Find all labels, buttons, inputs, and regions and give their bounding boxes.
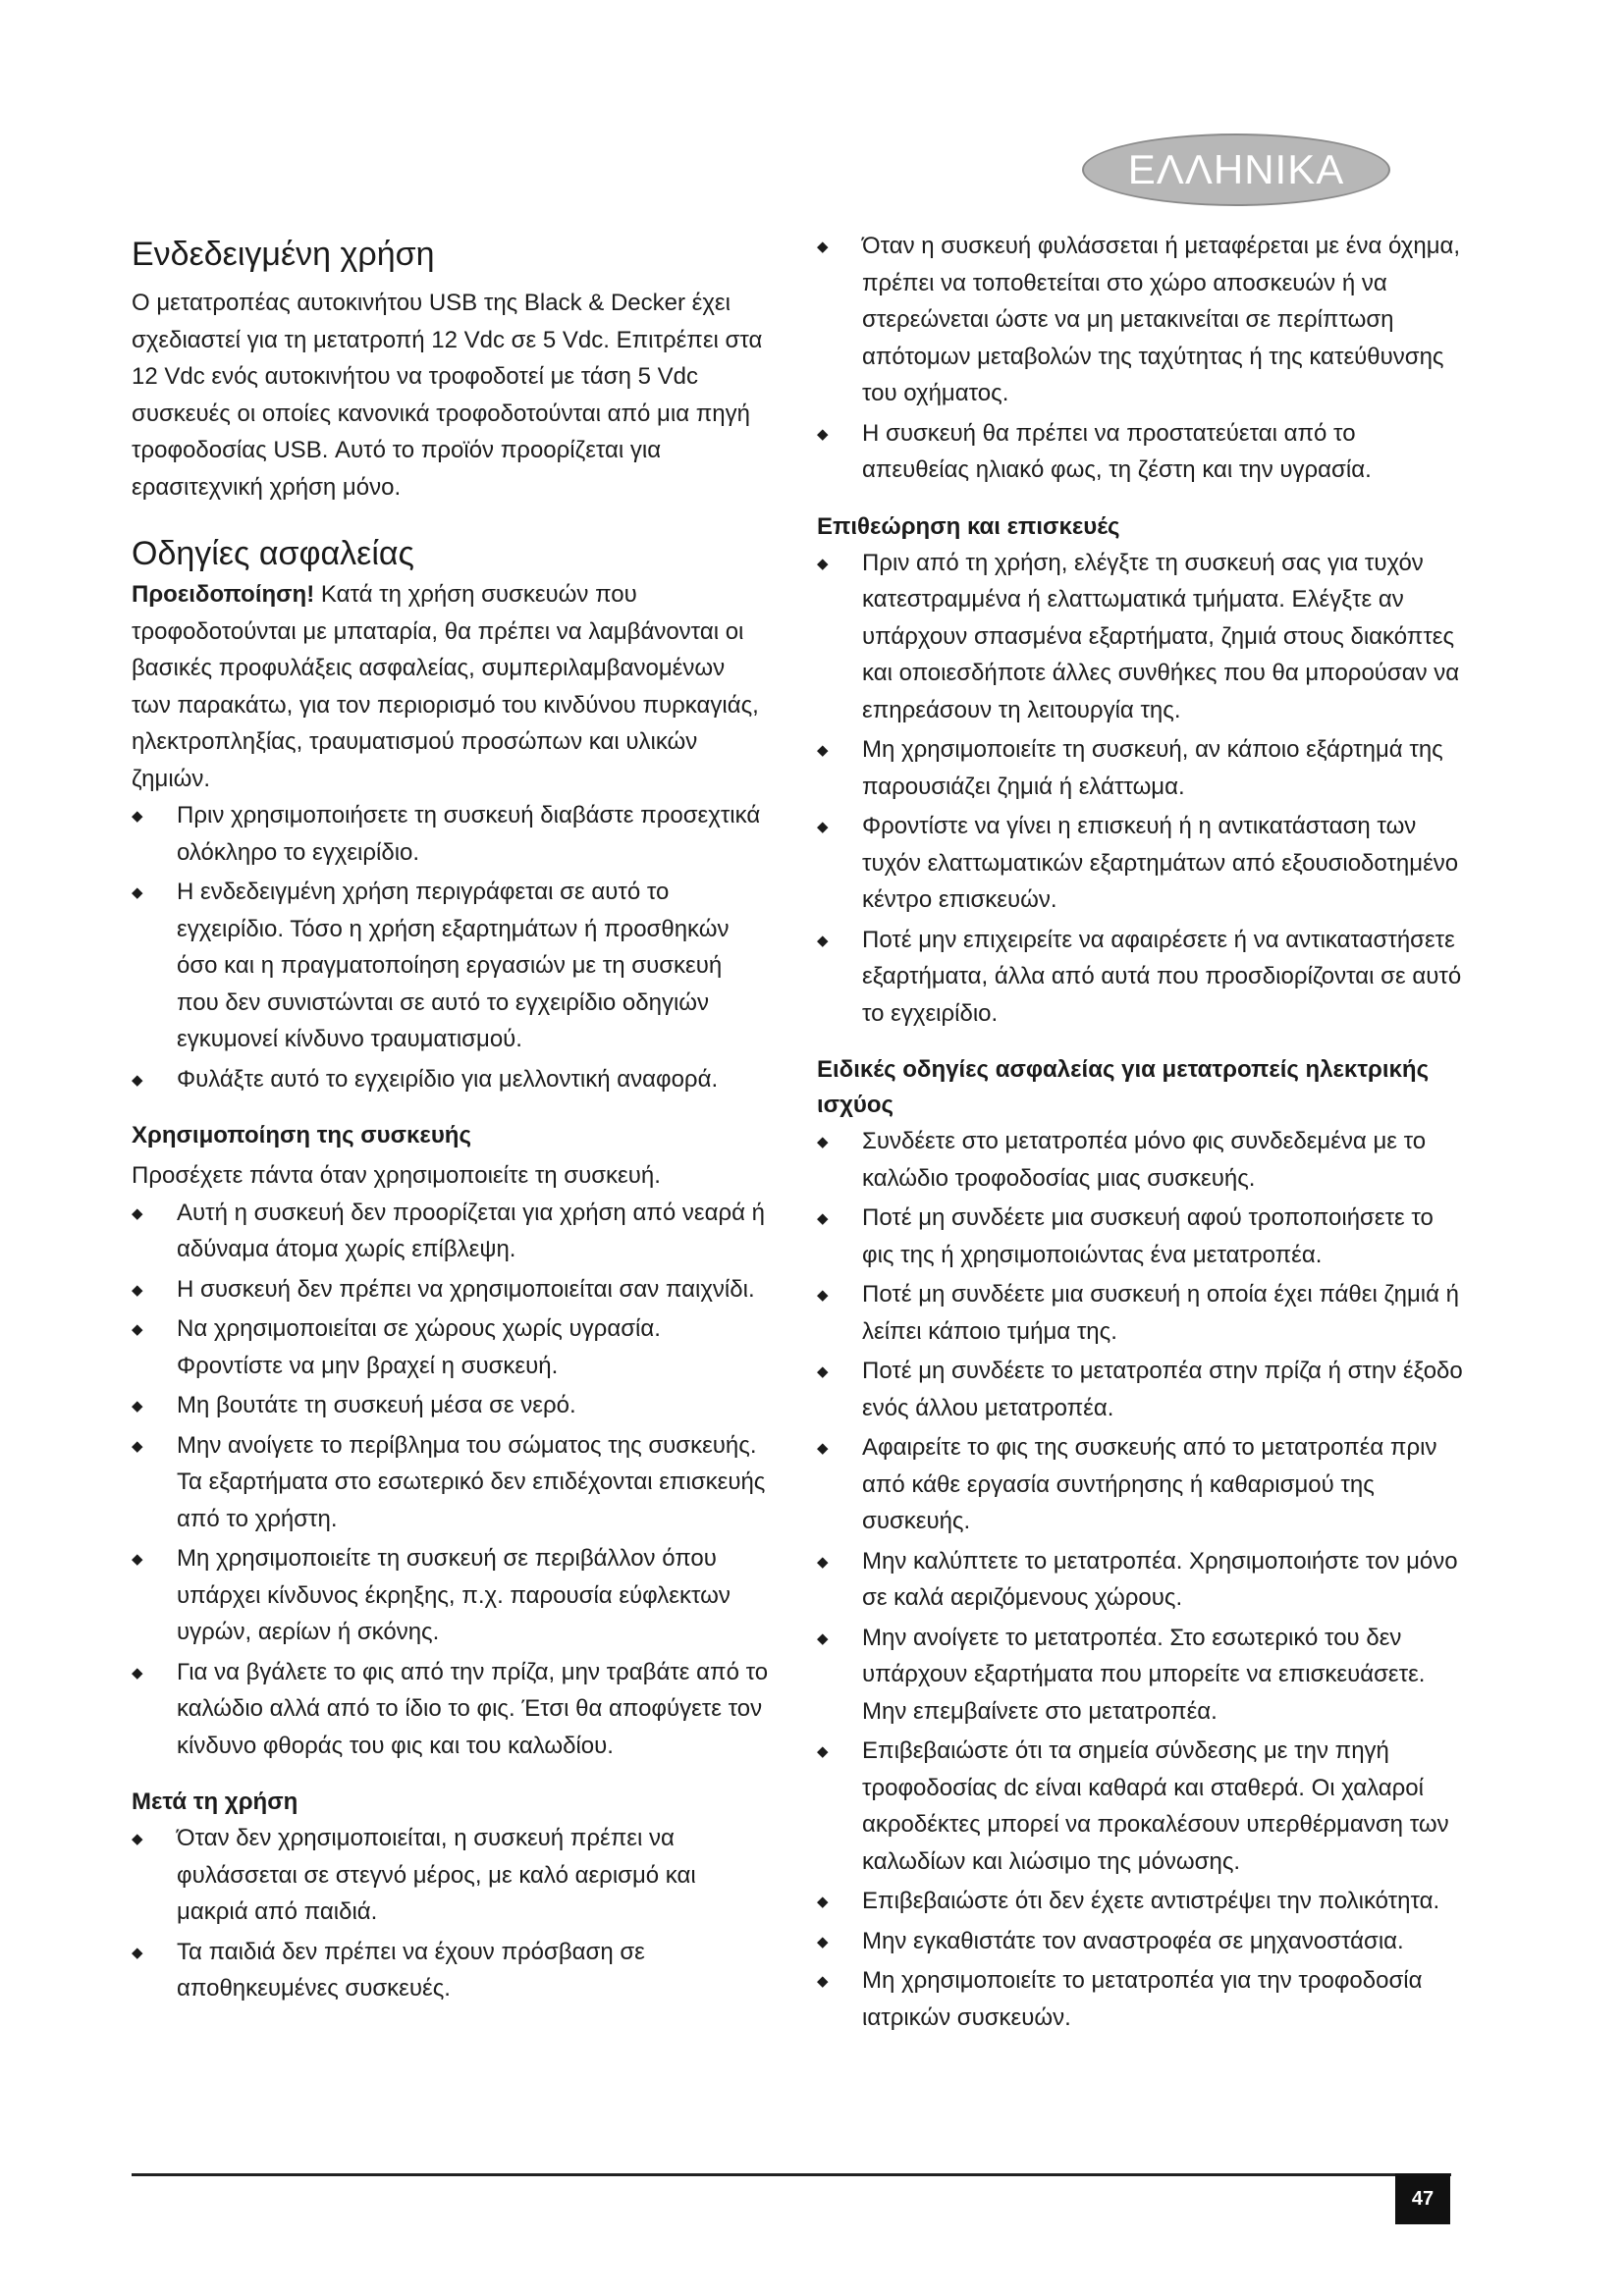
using-heading: Χρησιμοποίηση της συσκευής bbox=[132, 1122, 471, 1148]
intended-use-text: Ο μετατροπέας αυτοκινήτου USB της Black & Decker έχει σχεδιαστεί για τη μετατροπή 12 Vdc σε 5 Vdc. Επιτρέπει στα 12 Vdc ενός αυτοκινήτου να τροφοδοτεί με τάση 5 Vdc συσκευές οι οποίες κανονικά τροφοδοτούνται από μια πηγή τροφοδοσίας USB. Αυτό το προϊόν προορίζεται για ερασιτεχνική χρήση μόνο. bbox=[132, 290, 763, 501]
bullet-icon: ◆ bbox=[817, 1363, 829, 1380]
list-item: ◆ Μην ανοίγετε το περίβλημα του σώματος της συσκευής. Τα εξαρτήματα στο εσωτερικό δεν επιδέχονται επισκευής από το χρήστη. bbox=[132, 1427, 770, 1538]
list-item: ◆ Η συσκευή θα πρέπει να προστατεύεται από το απευθείας ηλιακό φως, τη ζέστη και την υγρασία. bbox=[817, 415, 1465, 489]
special-safety-heading: Ειδικές οδηγίες ασφαλείας για μετατροπείς ηλεκτρικής ισχύος bbox=[817, 1056, 1430, 1118]
list-item: ◆ Πριν χρησιμοποιήσετε τη συσκευή διαβάστε προσεχτικά ολόκληρο το εγχειρίδιο. bbox=[132, 797, 770, 871]
warning-label: Προειδοποίηση! bbox=[132, 581, 315, 608]
using-intro: Προσέχετε πάντα όταν χρησιμοποιείτε τη συσκευή. bbox=[132, 1162, 661, 1189]
bullet-icon: ◆ bbox=[817, 555, 829, 572]
list-item: ◆ Συνδέετε στο μετατροπέα μόνο φις συνδεδεμένα με το καλώδιο τροφοδοσίας μιας συσκευής. bbox=[817, 1123, 1465, 1197]
list-item: ◆ Όταν δεν χρησιμοποιείται, η συσκευή πρέπει να φυλάσσεται σε στεγνό μέρος, με καλό αερισμό και μακριά από παιδιά. bbox=[132, 1820, 770, 1931]
bullet-icon: ◆ bbox=[132, 1664, 143, 1682]
special-safety-list bbox=[817, 1123, 1465, 2036]
list-item: ◆ Φροντίστε να γίνει η επισκευή ή η αντικατάσταση των τυχόν ελαττωματικών εξαρτημάτων από εξουσιοδοτημένο κέντρο επισκευών. bbox=[817, 808, 1465, 919]
list-item: ◆ Μη χρησιμοποιείτε τη συσκευή σε περιβάλλον όπου υπάρχει κίνδυνος έκρηξης, π.χ. παρουσία εύφλεκτων υγρών, αερίων ή σκόνης. bbox=[132, 1540, 770, 1651]
list-item: ◆ Μην εγκαθιστάτε τον αναστροφέα σε μηχανοστάσια. bbox=[817, 1923, 1465, 1960]
intended-use-heading: Ενδεδειγμένη χρήση bbox=[132, 236, 435, 273]
storage-list bbox=[817, 228, 1465, 489]
list-item: ◆ Ποτέ μη συνδέετε μια συσκευή η οποία έχει πάθει ζημιά ή λείπει κάποιο τμήμα της. bbox=[817, 1276, 1465, 1350]
list-item: ◆ Ποτέ μη συνδέετε το μετατροπέα στην πρίζα ή στην έξοδο ενός άλλου μετατροπέα. bbox=[817, 1353, 1465, 1426]
footer-rule bbox=[132, 2173, 1451, 2176]
bullet-icon: ◆ bbox=[817, 1287, 829, 1304]
inspection-heading: Επιθεώρηση και επισκευές bbox=[817, 512, 1120, 540]
bullet-icon: ◆ bbox=[817, 1210, 829, 1227]
list-item: ◆ Μη βουτάτε τη συσκευή μέσα σε νερό. bbox=[132, 1387, 770, 1424]
list-item: ◆ Η συσκευή δεν πρέπει να χρησιμοποιείται σαν παιχνίδι. bbox=[132, 1271, 770, 1308]
list-item: ◆ Επιβεβαιώστε ότι τα σημεία σύνδεσης με την πηγή τροφοδοσίας dc είναι καθαρά και σταθερά. Οι χαλαροί ακροδέκτες μπορεί να προκαλέσουν υπερθέρμανση των καλωδίων και λιώσιμο της μόνωσης. bbox=[817, 1733, 1465, 1880]
list-item: ◆ Για να βγάλετε το φις από την πρίζα, μην τραβάτε από το καλώδιο αλλά από το ίδιο το φις. Έτσι θα αποφύγετε τον κίνδυνο φθοράς του φις και του καλωδίου. bbox=[132, 1654, 770, 1765]
bullet-icon: ◆ bbox=[817, 932, 829, 949]
list-item: ◆ Αφαιρείτε το φις της συσκευής από το μετατροπέα πριν από κάθε εργασία συντήρησης ή καθαρισμού της συσκευής. bbox=[817, 1429, 1465, 1540]
list-item: ◆ Αυτή η συσκευή δεν προορίζεται για χρήση από νεαρά ή αδύναμα άτομα χωρίς επίβλεψη. bbox=[132, 1195, 770, 1268]
bullet-icon: ◆ bbox=[132, 1944, 143, 1961]
using-list bbox=[132, 1195, 770, 1765]
safety-list bbox=[132, 797, 770, 1097]
list-item: ◆ Η ενδεδειγμένη χρήση περιγράφεται σε αυτό το εγχειρίδιο. Τόσο η χρήση εξαρτημάτων ή προσθηκών όσο και η πραγματοποίηση εργασιών με τη συσκευή που δεν συνιστώνται σε αυτό το εγχειρίδιο οδηγιών εγκυμονεί κίνδυνο τραυματισμού. bbox=[132, 874, 770, 1058]
list-item: ◆ Μην καλύπτετε το μετατροπέα. Χρησιμοποιήστε τον μόνο σε καλά αεριζόμενους χώρους. bbox=[817, 1543, 1465, 1617]
bullet-icon: ◆ bbox=[132, 884, 143, 901]
list-item: ◆ Πριν από τη χρήση, ελέγξτε τη συσκευή σας για τυχόν κατεστραμμένα ή ελαττωματικά τμήματα. Ελέγξτε αν υπάρχουν σπασμένα εξαρτήματα, ζημιά στους διακόπτες και οποιεσδήποτε άλλες συνθήκες που θα μπορούσαν να επηρεάσουν τη λειτουργία της. bbox=[817, 545, 1465, 729]
warning-text: Κατά τη χρήση συσκευών που τροφοδοτούνται με μπαταρία, θα πρέπει να λαμβάνονται οι βασικές προφυλάξεις ασφαλείας, συμπεριλαμβανομένων των παρακάτω, για τον περιορισμό του κινδύνου πυρκαγιάς, ηλεκτροπληξίας, τραυματισμού προσώπων και υλικών ζημιών. bbox=[132, 581, 759, 792]
list-item: ◆ Ποτέ μη συνδέετε μια συσκευή αφού τροποποιήσετε το φις της ή χρησιμοποιώντας ένα μετατροπέα. bbox=[817, 1200, 1465, 1273]
bullet-icon: ◆ bbox=[132, 808, 143, 825]
bullet-icon: ◆ bbox=[132, 1831, 143, 1847]
bullet-icon: ◆ bbox=[132, 1321, 143, 1338]
page-number: 47 bbox=[1395, 2173, 1450, 2224]
list-item: ◆ Μη χρησιμοποιείτε τη συσκευή, αν κάποιο εξάρτημά της παρουσιάζει ζημιά ή ελάττωμα. bbox=[817, 731, 1465, 805]
bullet-icon: ◆ bbox=[817, 819, 829, 835]
bullet-icon: ◆ bbox=[817, 1134, 829, 1150]
list-item: ◆ Μη χρησιμοποιείτε το μετατροπέα για την τροφοδοσία ιατρικών συσκευών. bbox=[817, 1962, 1465, 2036]
bullet-icon: ◆ bbox=[817, 1440, 829, 1457]
bullet-icon: ◆ bbox=[817, 1933, 829, 1950]
bullet-icon: ◆ bbox=[817, 1973, 829, 1990]
list-item: ◆ Όταν η συσκευή φυλάσσεται ή μεταφέρεται με ένα όχημα, πρέπει να τοποθετείται στο χώρο αποσκευών ή να στερεώνεται ώστε να μη μετακινείται σε περίπτωση απότομων μεταβολών της ταχύτητας ή της κατεύθυνσης του οχήματος. bbox=[817, 228, 1465, 412]
bullet-icon: ◆ bbox=[817, 425, 829, 443]
bullet-icon: ◆ bbox=[132, 1204, 143, 1222]
bullet-icon: ◆ bbox=[817, 1553, 829, 1571]
bullet-icon: ◆ bbox=[132, 1437, 143, 1455]
language-tab: ΕΛΛΗΝΙΚΑ bbox=[1082, 133, 1390, 206]
bullet-icon: ◆ bbox=[132, 1551, 143, 1568]
bullet-icon: ◆ bbox=[132, 1398, 143, 1415]
safety-warning bbox=[132, 576, 770, 797]
right-column bbox=[817, 228, 1465, 2039]
bullet-icon: ◆ bbox=[132, 1281, 143, 1299]
list-item: ◆ Μην ανοίγετε το μετατροπέα. Στο εσωτερικό του δεν υπάρχουν εξαρτήματα που μπορείτε να επισκευάσετε. Μην επεμβαίνετε στο μετατροπέα. bbox=[817, 1620, 1465, 1731]
bullet-icon: ◆ bbox=[817, 239, 829, 255]
bullet-icon: ◆ bbox=[817, 1629, 829, 1647]
bullet-icon: ◆ bbox=[817, 1894, 829, 1910]
bullet-icon: ◆ bbox=[132, 1071, 143, 1089]
safety-heading: Οδηγίες ασφαλείας bbox=[132, 535, 414, 572]
after-use-list bbox=[132, 1820, 770, 2007]
bullet-icon: ◆ bbox=[817, 1743, 829, 1760]
left-column bbox=[132, 232, 770, 2010]
after-use-heading: Μετά τη χρήση bbox=[132, 1789, 298, 1815]
bullet-icon: ◆ bbox=[817, 742, 829, 759]
list-item: ◆ Επιβεβαιώστε ότι δεν έχετε αντιστρέψει την πολικότητα. bbox=[817, 1883, 1465, 1920]
list-item: ◆ Να χρησιμοποιείται σε χώρους χωρίς υγρασία. Φροντίστε να μην βραχεί η συσκευή. bbox=[132, 1310, 770, 1384]
list-item: ◆ Τα παιδιά δεν πρέπει να έχουν πρόσβαση σε αποθηκευμένες συσκευές. bbox=[132, 1934, 770, 2007]
inspection-list bbox=[817, 545, 1465, 1033]
list-item: ◆ Φυλάξτε αυτό το εγχειρίδιο για μελλοντική αναφορά. bbox=[132, 1061, 770, 1098]
list-item: ◆ Ποτέ μην επιχειρείτε να αφαιρέσετε ή να αντικαταστήσετε εξαρτήματα, άλλα από αυτά που προσδιορίζονται σε αυτό το εγχειρίδιο. bbox=[817, 922, 1465, 1033]
